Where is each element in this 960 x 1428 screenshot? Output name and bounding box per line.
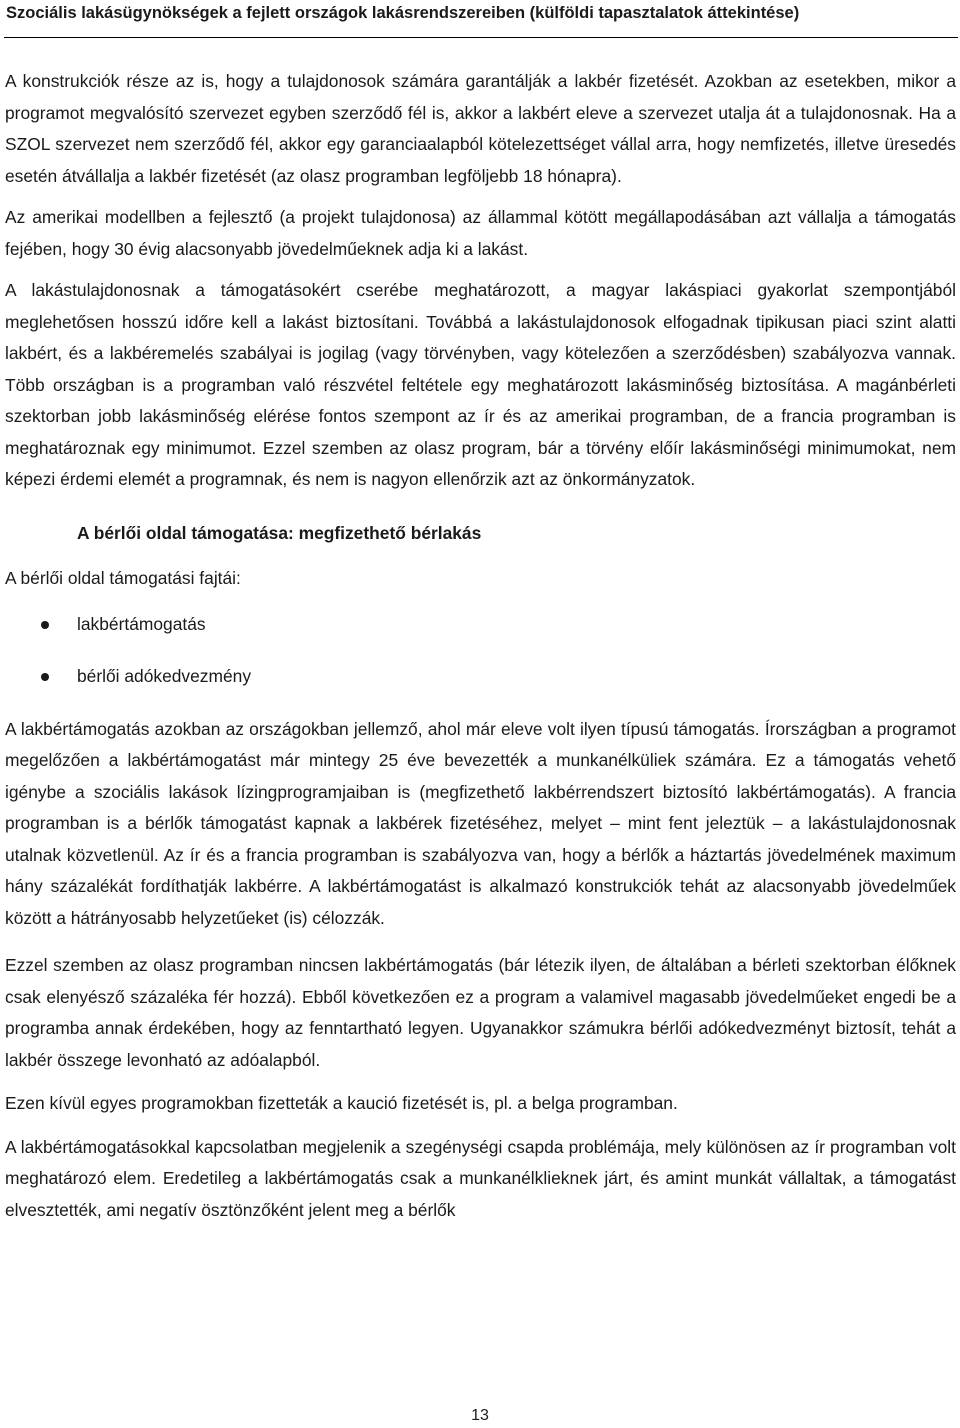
paragraph-owner-obligations: A lakástulajdonosnak a támogatásokért cserébe meghatározott, a magyar lakáspiaci gyakorlat szempontjából meglehetősen hosszú időre kell a lakást biztosítani. Továbbá a lakástulajdonosok elfogadnak tipikusan piaci szint alatti lakbért, és a lakbéremelés szabályai is jogilag (vagy törvényben, vagy kötelezően a szerződésben) szabályozva vannak. Több országban is a programban való részvétel feltétele egy meghatározott lakásminőség biztosítása. A magánbérleti szektorban jobb lakásminőség elérése fontos szempont az ír és az amerikai programban, de a francia programban is meghatároznak egy minimumot. Ezzel szemben az olasz program, bár a törvény előír lakásminőségi minimumokat, nem képezi érdemi elemét a programnak, és nem is nagyon ellenőrzik azt az önkormányzatok. [5,280,956,489]
header-divider [4,37,958,38]
support-types-intro: A bérlői oldal támogatási fajtái: [5,568,241,588]
section-heading: A bérlői oldal támogatása: megfizethető bérlakás [77,522,482,543]
paragraph-rent-subsidy: A lakbértámogatás azokban az országokban jellemző, ahol már eleve volt ilyen típusú támogatás. Írországban a programot megelőzően a lakbértámogatást már mintegy 25 éve bevezették a munkanélküliek számára. Ez a támogatás vehető igénybe a szociális lakások lízingprogramjaiban is (megfizethető lakbérrendszert biztosító lakbértámogatás). A francia programban is a bérlők támogatást kapnak a lakbérek fizetéséhez, melyet – mint fent jeleztük – a lakástulajdonosnak utalnak közvetlenül. Az ír és a francia programban is szabályozva van, hogy a bérlők a háztartás jövedelmének maximum hány százalékát fordíthatják lakbérre. A lakbértámogatást is alkalmazó konstrukciók tehát az alacsonyabb jövedelműek között a hátrányosabb helyzetűeket (is) célozzák. [5,718,956,928]
list-item [5,661,956,693]
running-header-title: Szociális lakásügynökségek a fejlett országok lakásrendszereiben (külföldi tapasztalatok áttekintése) [6,4,800,22]
list-item [5,609,956,641]
paragraph-guarantee: A konstrukciók része az is, hogy a tulajdonosok számára garantálják a lakbér fizetését. Azokban az esetekben, mikor a programot megvalósító szervezet egyben szerződő fél is, akkor a lakbért eleve a szervezet utalja át a tulajdonosnak. Ha a SZOL szervezet nem szerződő fél, akkor egy garanciaalapból kötelezettséget vállal arra, hogy nemfizetés, illetve üresedés esetén átvállalja a lakbér fizetését (az olasz programban legföljebb 18 hónapra). [5,71,956,186]
list-item-label: lakbértámogatás [77,613,206,634]
bullet-icon [41,621,49,629]
paragraph-deposit: Ezen kívül egyes programokban fizetteták a kaució fizetését is, pl. a belga programban. [5,1093,678,1113]
page-number: 13 [471,1407,489,1424]
bullet-icon [41,673,49,681]
list-item-label: bérlői adókedvezmény [77,666,252,686]
support-types-list [5,609,956,693]
paragraph-american-model: Az amerikai modellben a fejlesztő (a projekt tulajdonosa) az állammal kötött megállapodásában azt vállalja a támogatás fejében, hogy 30 évig alacsonyabb jövedelműeknek adja ki a lakást. [5,207,956,259]
document-body [5,66,956,1226]
paragraph-poverty-trap: A lakbértámogatásokkal kapcsolatban megjelenik a szegénységi csapda problémája, mely különösen az ír programban volt meghatározó elem. Eredetileg a lakbértámogatás csak a munkanélklieknek járt, és amint munkát vállaltak, a támogatást elvesztették, ami negatív ösztönzőként jelent meg a bérlők [5,1136,956,1220]
paragraph-italian-program: Ezzel szemben az olasz programban nincsen lakbértámogatás (bár létezik ilyen, de általában a bérleti szektorban élőknek csak elenyésző százaléka fér hozzá). Ebből következően ez a program a valamivel magasabb jövedelműeket engedi be a programba annak érdekében, hogy az fenntartható legyen. Ugyanakkor számukra bérlői adókedvezményt biztosít, tehát a lakbér összege levonható az adóalapból. [5,955,956,1070]
